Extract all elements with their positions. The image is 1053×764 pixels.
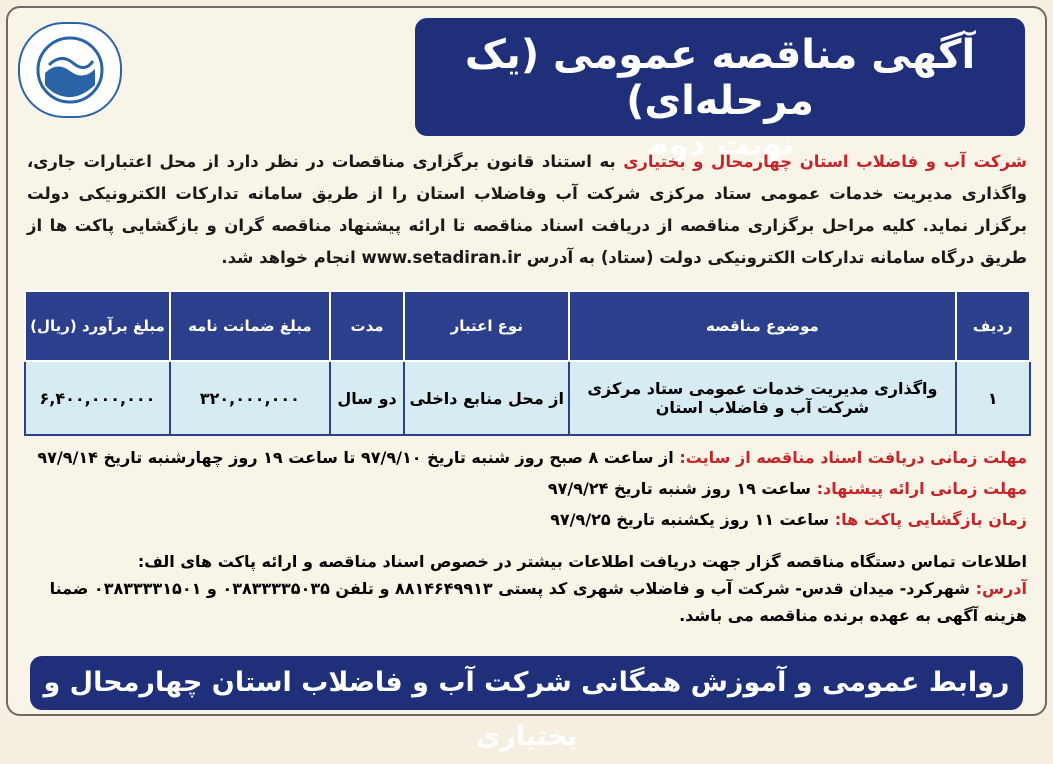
contact-intro: اطلاعات تماس دستگاه مناقصه گزار جهت دریافت اطلاعات بیشتر در خصوص اسناد مناقصه و ارائه پاکت های الف: [137,552,1027,571]
cell-guarantee: ۳۲۰,۰۰۰,۰۰۰ [170,361,330,435]
opening-time-label: زمان بازگشایی پاکت ها: [834,510,1027,529]
address-label: آدرس: [975,579,1027,598]
deadlines-section [27,442,1027,535]
offer-deadline-value: ساعت ۱۹ روز شنبه تاریخ ۹۷/۹/۲۴ [547,479,812,498]
tender-table [24,290,1031,436]
header-estimate: مبلغ برآورد (ریال) [25,291,170,361]
cell-duration: دو سال [330,361,404,435]
header-funding: نوع اعتبار [404,291,569,361]
header-guarantee: مبلغ ضمانت نامه [170,291,330,361]
cell-funding: از محل منابع داخلی [404,361,569,435]
company-logo [18,22,122,118]
header-subject: موضوع مناقصه [569,291,955,361]
offer-deadline [27,473,1027,504]
water-company-logo-icon [35,35,105,105]
table-row [25,361,1030,435]
opening-time-value: ساعت ۱۱ روز یکشنبه تاریخ ۹۷/۹/۲۵ [550,510,830,529]
offer-deadline-label: مهلت زمانی ارائه پیشنهاد: [816,479,1027,498]
notice-title: آگهی مناقصه عمومی (یک مرحله‌ای) [464,32,976,124]
contact-address [27,575,1027,629]
docs-deadline-label: مهلت زمانی دریافت اسناد مناقصه از سایت: [679,448,1027,467]
notice-subtitle: نوبت دوم [645,125,795,163]
contact-section [27,548,1027,629]
notice-page [6,6,1047,752]
cell-row-number: ۱ [956,361,1030,435]
address-value: شهرکرد- میدان قدس- شرکت آب و فاضلاب شهری کد پستی ۸۸۱۴۶۴۹۹۱۳ و تلفن ۰۳۸۳۳۳۳۵۰۳۵ و ۰۳۸۳۳۳۳۱۵۰۱ ضمنا هزینه آگهی به عهده برنده مناقصه می باشد. [49,579,1027,625]
cell-subject: واگذاری مدیریت خدمات عمومی ستاد مرکزی شرکت آب و فاضلاب استان [569,361,955,435]
intro-paragraph [27,146,1027,274]
company-name: شرکت آب و فاضلاب استان چهارمحال و بختیاری [623,152,1027,171]
footer-banner: روابط عمومی و آموزش همگانی شرکت آب و فاضلاب استان چهارمحال و بختیاری [30,656,1023,710]
header-row-number: ردیف [956,291,1030,361]
header-duration: مدت [330,291,404,361]
cell-estimate: ۶,۴۰۰,۰۰۰,۰۰۰ [25,361,170,435]
docs-deadline [27,442,1027,473]
intro-text: به استناد قانون برگزاری مناقصات در نظر دارد از محل اعتبارات جاری، واگذاری مدیریت خدمات عمومی ستاد مرکزی شرکت آب وفاضلاب استان را از طریق سامانه تدارکات الکترونیکی دولت برگزار نماید. کلیه مراحل برگزاری مناقصه از دریافت اسناد مناقصه تا ارائه پیشنهاد مناقصه گران و بازگشایی پاکت ها از طریق درگاه سامانه تدارکات الکترونیکی دولت (ستاد) به آدرس www.setadiran.ir انجام خواهد شد. [27,152,1027,267]
docs-deadline-value: از ساعت ۸ صبح روز شنبه تاریخ ۹۷/۹/۱۰ تا ساعت ۱۹ روز چهارشنبه تاریخ ۹۷/۹/۱۴ [37,448,674,467]
opening-time [27,504,1027,535]
